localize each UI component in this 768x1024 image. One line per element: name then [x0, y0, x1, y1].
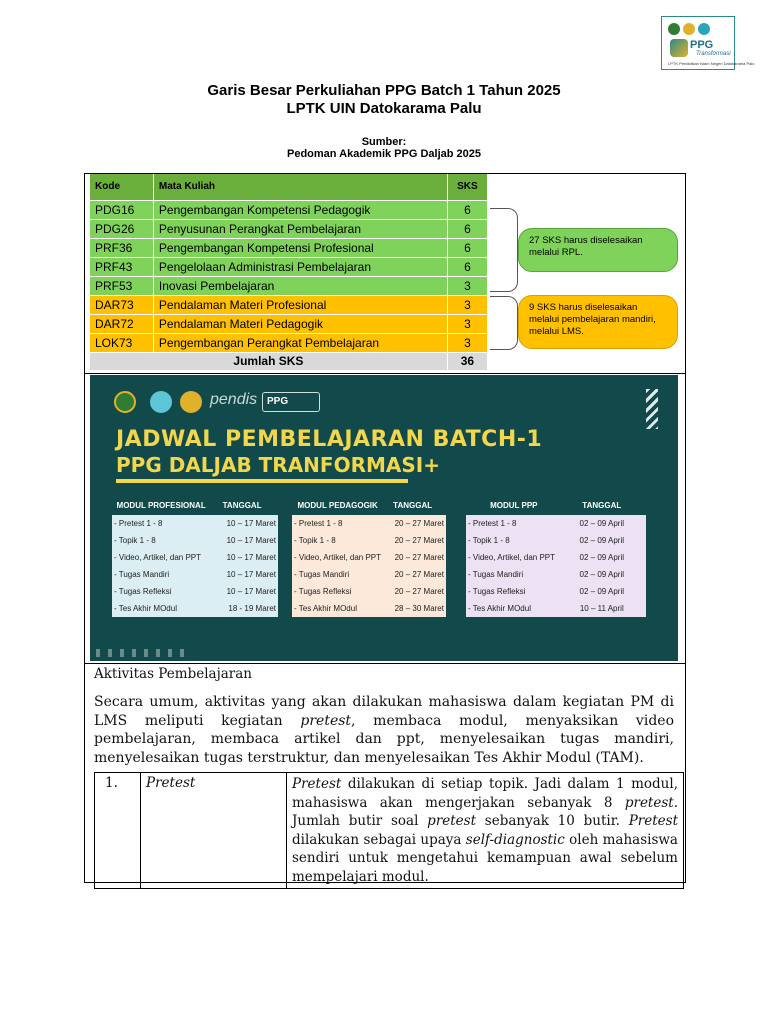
- activity-date: 20 – 27 Maret: [394, 519, 444, 528]
- list-item: [112, 515, 278, 532]
- cell-kode: PRF53: [90, 276, 153, 295]
- activity-date: 10 – 17 Maret: [226, 519, 276, 528]
- list-item: [292, 549, 446, 566]
- sks-total-row: [90, 352, 488, 370]
- activity-date: 10 – 11 April: [579, 604, 624, 613]
- ppg-logo: [661, 16, 755, 70]
- ppg-mark-icon: [670, 39, 688, 57]
- list-item: [466, 549, 646, 566]
- pendis-logo: pendis: [210, 391, 258, 408]
- logo-caption: LPTK Pendidikan Islam Negeri Datokarama Palu: [668, 61, 755, 66]
- list-item: [112, 532, 278, 549]
- module-ppp: [466, 501, 646, 617]
- activity-table: [94, 772, 684, 889]
- row-name: Pretest: [141, 773, 287, 889]
- module-name: MODUL PROFESIONAL: [116, 501, 206, 510]
- activity-date: 10 – 17 Maret: [226, 587, 276, 596]
- module-profesional: [112, 501, 278, 617]
- cell-kode: PRF36: [90, 238, 153, 257]
- activity-name: - Tugas Mandiri: [468, 570, 524, 579]
- activity-date: 18 - 19 Maret: [228, 604, 276, 613]
- module-header: [292, 501, 446, 513]
- uin-emblem-icon: [698, 23, 710, 35]
- module-pedagogik: [292, 501, 446, 617]
- module-name: MODUL PPP: [490, 501, 538, 510]
- module-body: [466, 515, 646, 617]
- section-paragraph: [94, 693, 674, 767]
- row-description: Pretest dilakukan di setiap topik. Jadi dalam 1 modul, mahasiswa akan mengerjakan sebanyak 8 pretest. Jumlah butir soal pretest sebanyak 10 butir. Pretest dilakukan sebagai upaya self-diagnostic oleh mahasiswa sendiri untuk mengetahui kemampuan awal sebelum mempelajari modul.: [287, 773, 684, 889]
- logo-ppg-text: PPG: [690, 39, 714, 51]
- list-item: [292, 600, 446, 617]
- cell-mk: Pengelolaan Administrasi Pembelajaran: [153, 257, 447, 276]
- list-item: [292, 583, 446, 600]
- cell-sks: 3: [447, 333, 487, 352]
- date-header: TANGGAL: [582, 501, 622, 510]
- activity-date: 20 – 27 Maret: [394, 536, 444, 545]
- module-name: MODUL PEDAGOGIK: [297, 501, 378, 510]
- source-value: Pedoman Akademik PPG Daljab 2025: [286, 148, 481, 160]
- logo-transformasi-text: Transformasi: [696, 51, 731, 57]
- activity-name: - Tugas Mandiri: [294, 570, 350, 579]
- total-label: Jumlah SKS: [90, 352, 447, 370]
- page-subtitle: LPTK UIN Datokarama Palu: [286, 100, 482, 117]
- activity-date: 02 – 09 April: [579, 536, 625, 545]
- activity-date: 10 – 17 Maret: [226, 570, 276, 579]
- cell-sks: 6: [447, 200, 487, 219]
- activity-date: 10 – 17 Maret: [226, 553, 276, 562]
- drop-logo-icon: [150, 391, 172, 413]
- col-kode: Kode: [90, 174, 153, 200]
- table-row: [90, 257, 488, 276]
- activity-name: - Pretest 1 - 8: [114, 519, 163, 528]
- list-item: [292, 566, 446, 583]
- activity-name: - Topik 1 - 8: [294, 536, 336, 545]
- row-number: 1.: [95, 773, 141, 889]
- banner-underline: [116, 479, 408, 483]
- lms-callout: 9 SKS harus diselesaikan melalui pembelajaran mandiri, melalui LMS.: [518, 295, 678, 349]
- list-item: [292, 532, 446, 549]
- cell-sks: 6: [447, 238, 487, 257]
- activity-name: - Video, Artikel, dan PPT: [468, 553, 556, 562]
- activity-date: 02 – 09 April: [579, 553, 625, 562]
- frame-divider-line: [84, 663, 686, 664]
- cell-sks: 6: [447, 257, 487, 276]
- activity-name: - Tugas Mandiri: [114, 570, 170, 579]
- activity-date: 28 – 30 Maret: [394, 604, 444, 613]
- gear-logo-icon: [180, 391, 202, 413]
- activity-name: - Tes Akhir MOdul: [468, 604, 531, 613]
- activity-name: - Tes Akhir MOdul: [114, 604, 177, 613]
- cell-mk: Pengembangan Kompetensi Pedagogik: [153, 200, 447, 219]
- cell-mk: Pengembangan Kompetensi Profesional: [153, 238, 447, 257]
- section-title: Aktivitas Pembelajaran: [94, 666, 253, 682]
- pendis-emblem-icon: [683, 23, 695, 35]
- stripes-decoration: [646, 389, 658, 429]
- activity-date: 20 – 27 Maret: [394, 587, 444, 596]
- slide-controls: [96, 649, 186, 657]
- source-label: Sumber:: [361, 136, 407, 148]
- kemenag-emblem-icon: [668, 23, 680, 35]
- para-text: Secara umum, aktivitas yang akan dilakukan mahasiswa dalam kegiatan PM di LMS meliputi kegiatan: [94, 694, 674, 729]
- list-item: [466, 566, 646, 583]
- activity-name: - Topik 1 - 8: [468, 536, 510, 545]
- activity-date: 10 – 17 Maret: [226, 536, 276, 545]
- cell-kode: PDG16: [90, 200, 153, 219]
- total-value: 36: [447, 352, 487, 370]
- table-row: [90, 295, 488, 314]
- list-item: [112, 583, 278, 600]
- cell-mk: Pendalaman Materi Pedagogik: [153, 314, 447, 333]
- schedule-banner: [90, 375, 678, 661]
- date-header: TANGGAL: [393, 501, 433, 510]
- table-row: [90, 333, 488, 352]
- list-item: [112, 600, 278, 617]
- cell-mk: Penyusunan Perangkat Pembelajaran: [153, 219, 447, 238]
- banner-subtitle: PPG DALJAB TRANFORMASI+: [116, 453, 440, 477]
- activity-name: - Video, Artikel, dan PPT: [114, 553, 202, 562]
- activity-date: 02 – 09 April: [579, 519, 625, 528]
- module-header: [466, 501, 646, 513]
- cell-kode: PRF43: [90, 257, 153, 276]
- list-item: [466, 515, 646, 532]
- list-item: [292, 515, 446, 532]
- table-row: [90, 200, 488, 219]
- para-text: , membaca modul, menyaksikan video pembelajaran, membaca artikel dan ppt, menyelesaikan tugas mandiri, menyelesaikan tugas terstruktur, dan menyelesaikan Tes Akhir Modul (TAM).: [94, 712, 674, 766]
- col-mata-kuliah: Mata Kuliah: [153, 174, 447, 200]
- activity-date: 20 – 27 Maret: [394, 570, 444, 579]
- list-item: [112, 549, 278, 566]
- cell-sks: 3: [447, 276, 487, 295]
- list-item: [466, 583, 646, 600]
- activity-name: - Tugas Refleksi: [294, 587, 352, 596]
- para-italic: pretest: [300, 712, 352, 729]
- banner-title: JADWAL PEMBELAJARAN BATCH-1: [116, 427, 543, 452]
- kemenag-logo-icon: [114, 391, 136, 413]
- ppg-badge: PPG: [262, 392, 320, 412]
- page-title: Garis Besar Perkuliahan PPG Batch 1 Tahun 2025: [207, 82, 561, 99]
- list-item: [112, 566, 278, 583]
- activity-date: 20 – 27 Maret: [394, 553, 444, 562]
- activity-name: - Topik 1 - 8: [114, 536, 156, 545]
- activity-date: 02 – 09 April: [579, 587, 625, 596]
- frame-divider-line: [84, 373, 686, 374]
- activity-name: - Tugas Refleksi: [468, 587, 526, 596]
- cell-sks: 3: [447, 295, 487, 314]
- cell-kode: DAR73: [90, 295, 153, 314]
- activity-name: - Tes Akhir MOdul: [294, 604, 357, 613]
- module-body: [112, 515, 278, 617]
- sks-table: [90, 174, 488, 371]
- table-row: [90, 219, 488, 238]
- cell-mk: Pendalaman Materi Profesional: [153, 295, 447, 314]
- cell-mk: Inovasi Pembelajaran: [153, 276, 447, 295]
- date-header: TANGGAL: [222, 501, 262, 510]
- cell-sks: 6: [447, 219, 487, 238]
- sks-table-header: [90, 174, 488, 200]
- rpl-brace: [490, 208, 518, 292]
- cell-kode: LOK73: [90, 333, 153, 352]
- cell-kode: DAR72: [90, 314, 153, 333]
- cell-sks: 3: [447, 314, 487, 333]
- list-item: [466, 600, 646, 617]
- list-item: [466, 532, 646, 549]
- table-row: [90, 314, 488, 333]
- module-body: [292, 515, 446, 617]
- cell-mk: Pengembangan Perangkat Pembelajaran: [153, 333, 447, 352]
- activity-name: - Pretest 1 - 8: [468, 519, 517, 528]
- lms-brace: [490, 296, 518, 350]
- table-row: [90, 238, 488, 257]
- col-sks: SKS: [447, 174, 487, 200]
- table-row: [90, 276, 488, 295]
- activity-date: 02 – 09 April: [579, 570, 625, 579]
- activity-name: - Pretest 1 - 8: [294, 519, 343, 528]
- activity-name: - Video, Artikel, dan PPT: [294, 553, 382, 562]
- module-header: [112, 501, 278, 513]
- rpl-callout: 27 SKS harus diselesaikan melalui RPL.: [518, 228, 678, 272]
- table-row: [95, 773, 684, 889]
- activity-name: - Tugas Refleksi: [114, 587, 172, 596]
- cell-kode: PDG26: [90, 219, 153, 238]
